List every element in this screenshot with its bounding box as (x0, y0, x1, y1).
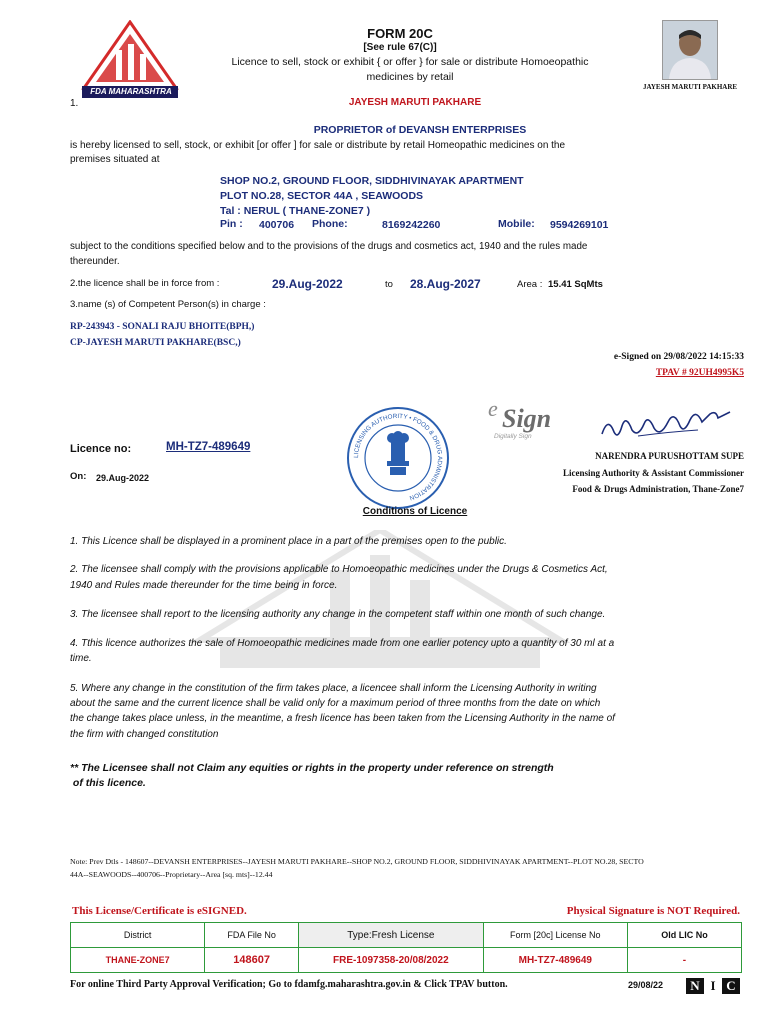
authority-title-1: Licensing Authority & Assistant Commissioner (562, 468, 744, 478)
table-header-row (71, 923, 742, 948)
nic-letter-i: I (710, 978, 716, 993)
value-old-lic-no: - (627, 948, 741, 973)
verification-instructions: For online Third Party Approval Verification; Go to fdamfg.maharashtra.gov.in & Click TPAV button. (70, 979, 508, 990)
subtitle-line-2: medicines by retail (366, 71, 454, 83)
licence-info-table (70, 922, 742, 973)
fda-logo (80, 20, 180, 100)
conditions-heading: Conditions of Licence (362, 506, 468, 517)
esign-logo-e: e (488, 396, 498, 421)
condition-2-line-2: 1940 and Rules made thereunder for the time being in force. (70, 580, 338, 591)
person-icon (663, 21, 717, 79)
applicant-photo (662, 20, 718, 80)
value-form-license-no: MH-TZ7-489649 (483, 948, 627, 973)
physical-signature-notice: Physical Signature is NOT Required. (566, 905, 740, 917)
esign-logo-sign: Sign (502, 404, 552, 433)
licence-on-label: On: (70, 471, 87, 482)
mobile-value: 9594269101 (550, 219, 609, 231)
esign-caption: Digitally Sign (494, 433, 532, 440)
value-license-type: FRE-1097358-20/08/2022 (299, 948, 484, 973)
tpav-number: TPAV # 92UH4995K5 (655, 368, 744, 378)
licence-on-value: 29.Aug-2022 (96, 473, 150, 483)
force-label: 2.the licence shall be in force from : (70, 278, 220, 289)
header-old-lic-no: Old LIC No (627, 923, 741, 948)
official-seal (345, 405, 451, 511)
watermark-logo-icon (180, 530, 580, 670)
address-line-2: PLOT NO.28, SECTOR 44A , SEAWOODS (220, 190, 424, 202)
footer-date: 29/08/22 (628, 980, 664, 990)
handwritten-signature (598, 404, 744, 446)
value-district: THANE-ZONE7 (71, 948, 205, 973)
proprietor-line: PROPRIETOR of DEVANSH ENTERPRISES (313, 124, 527, 136)
value-fda-file-no: 148607 (205, 948, 299, 973)
licence-no-label: Licence no: (70, 443, 132, 455)
nic-letter-c: C (722, 978, 740, 994)
header-fda-file-no: FDA File No (205, 923, 299, 948)
licence-no-value: MH-TZ7-489649 (166, 441, 251, 453)
competent-person-2: CP-JAYESH MARUTI PAKHARE(BSC,) (70, 338, 241, 348)
pin-label: Pin : (220, 218, 243, 230)
condition-5-line-1: 5. Where any change in the constitution of the firm takes place, a licencee shall inform the Licensing Authority in writing (70, 683, 597, 694)
signature-icon (598, 404, 744, 446)
rule-reference: [See rule 67(C)] (363, 42, 437, 53)
condition-5-line-2: about the same and the current licence shall be valid only for a maximum period of three months from the date on which (70, 698, 601, 709)
competent-person-1: RP-243943 - SONALI RAJU BHOITE(BPH,) (70, 322, 255, 332)
phone-value: 8169242260 (382, 219, 441, 231)
esigned-on: e-Signed on 29/08/2022 14:15:33 (613, 352, 744, 362)
to-date: 28.Aug-2027 (410, 277, 481, 291)
item-number: 1. (70, 98, 79, 109)
esign-logo (488, 396, 578, 444)
authority-name: NARENDRA PURUSHOTTAM SUPE (595, 451, 744, 461)
area-value: 15.41 SqMts (548, 279, 603, 290)
equity-note-line-1: ** The Licensee shall not Claim any equities or rights in the property under reference on strength (70, 762, 554, 774)
licensed-text-2: premises situated at (70, 154, 160, 165)
esigned-notice: This License/Certificate is eSIGNED. (72, 905, 247, 917)
header-form-license-no: Form [20c] License No (483, 923, 627, 948)
seal-emblem-icon (345, 405, 451, 511)
equity-note-line-2: of this licence. (70, 777, 146, 789)
condition-4-line-1: 4. Tthis licence authorizes the sale of Homoeopathic medicines made from one earlier potency upto a quantity of 30 ml at a (70, 638, 615, 649)
seal-ring-text: LICENSING AUTHORITY • FOOD & DRUG ADMINISTRATION (352, 412, 444, 502)
licensed-text-1: is hereby licensed to sell, stock, or exhibit [or offer ] for sale or distribute by retail Homeopathic medicines on the (70, 140, 566, 151)
pin-value: 400706 (259, 219, 295, 231)
subtitle-line-1: Licence to sell, stock or exhibit { or offer } for sale or distribute Homoeopathic (231, 56, 589, 68)
mobile-label: Mobile: (498, 218, 535, 230)
table-value-row (71, 948, 742, 973)
subject-text-2: thereunder. (70, 256, 120, 267)
subject-text-1: subject to the conditions specified below and to the provisions of the drugs and cosmetics act, 1940 and the rules made (70, 241, 588, 252)
competent-label: 3.name (s) of Competent Person(s) in charge : (70, 299, 266, 310)
condition-5-line-3: the change takes place unless, in the meantime, a fresh licence has been taken from the Licensing Authority in the name of (70, 713, 615, 724)
form-title: FORM 20C (367, 26, 433, 41)
logo-text: FDA MAHARASHTRA (90, 87, 172, 96)
nic-logo (686, 975, 740, 994)
condition-5-line-4: the firm with changed constitution (70, 729, 219, 740)
condition-3: 3. The licensee shall report to the licensing authority any change in the competent staff within one month of such change. (70, 609, 606, 620)
previous-details-line-1: Note: Prev Dtls - 148607--DEVANSH ENTERPRISES--JAYESH MARUTI PAKHARE--SHOP NO.2, GROUND FLOOR, SIDDHIVINAYAK APARTMENT--PLOT NO.28, SECTO (70, 857, 644, 866)
condition-2-line-1: 2. The licensee shall comply with the provisions applicable to Homoeopathic medicines under the Drugs & Cosmetics Act, (70, 564, 608, 575)
photo-caption: JAYESH MARUTI PAKHARE (642, 83, 738, 91)
nic-letter-n: N (686, 978, 704, 994)
fda-watermark (180, 530, 580, 670)
licensee-name: JAYESH MARUTI PAKHARE (348, 97, 482, 108)
authority-title-2: Food & Drugs Administration, Thane-Zone7 (572, 484, 744, 494)
header-license-type: Type:Fresh License (299, 923, 484, 948)
phone-label: Phone: (312, 218, 348, 230)
previous-details-line-2: 44A--SEAWOODS--400706--Proprietary--Area [sq. mts]--12.44 (70, 870, 273, 879)
condition-1: 1. This Licence shall be displayed in a prominent place in a part of the premises open to the public. (70, 536, 507, 547)
condition-4-line-2: time. (70, 653, 92, 664)
to-label: to (385, 279, 393, 290)
header-district: District (71, 923, 205, 948)
address-line-1: SHOP NO.2, GROUND FLOOR, SIDDHIVINAYAK APARTMENT (220, 175, 524, 187)
taluka-line: Tal : NERUL ( THANE-ZONE7 ) (220, 205, 371, 217)
area-label: Area : (517, 279, 543, 290)
from-date: 29.Aug-2022 (272, 277, 343, 291)
